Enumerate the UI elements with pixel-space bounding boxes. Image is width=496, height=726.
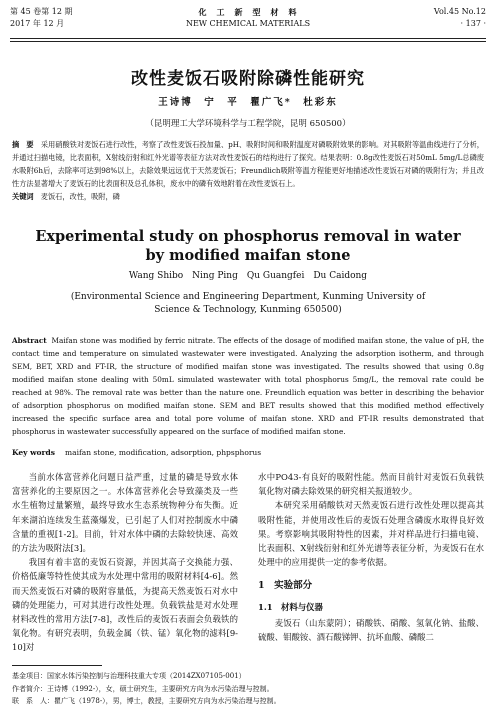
footnotes <box>12 670 484 708</box>
abstract-cn <box>12 138 484 203</box>
footnote-funding: 基金项目：国家水体污染控制与治理科技重大专项（2014ZX07105-001） <box>12 672 246 680</box>
keywords-cn-text: 麦饭石，改性，吸附，磷 <box>40 192 120 201</box>
article-title-en-line2: by modified maifan stone <box>145 247 351 264</box>
affiliation-en: (Environmental Science and Engineering Department, Kunming University of Science & Technology, Kunming 650500) <box>70 292 426 315</box>
journal-volume-en <box>434 6 486 30</box>
abstract-cn-label: 摘 要 <box>12 140 34 149</box>
keywords-cn-label: 关键词 <box>12 192 34 201</box>
abstract-en-label: Abstract <box>12 336 47 345</box>
keywords-en <box>12 448 484 457</box>
running-header <box>10 6 486 36</box>
page-number: · 137 · <box>460 19 486 28</box>
footnote-contact: 联 系 人：瞿广飞（1978-），男，博士，教授，主要研究方向为水污染治理与控制。 <box>12 697 281 705</box>
abstract-en <box>12 334 484 438</box>
body-paragraph: 我国有着丰富的麦饭石资源，并因其高子交换能力强、价格低廉等特性使其成为水处理中常用的吸附材料[4-6]。然而天然麦饭石对磷的吸附容量低，为提高天然麦饭石对水中磷的处理能力，可对其进行改性处理。负载铁盐是对水处理材料改性的常用方法[7-8]，改性后的麦饭石表面会负载铁的氧化物。有研究表明，负载金属（铁、锰）氧化物的滤料[9-10]对 <box>12 557 238 653</box>
abstract-cn-text: 采用硝酸铁对麦饭石进行改性，考察了改性麦饭石投加量、pH、吸附时间和吸附温度对磷吸附效果的影响。对其吸附等温曲线进行了分析，并通过扫描电镜，比表面积，X射线衍射和红外光谱等表征方法对改性麦饭石的结构进行了探究。结果表明：0.8g改性麦饭石对50mL 5mg/L总磷废水吸附6h后，去除率可达到98%以上，去除效果远远优于天然麦饭石；Freundlich吸附等温方程能更好地描述改性麦饭石对磷的吸附行为；并且改性方法显著增大了麦饭石的比表面积及总孔体积，废水中的磷有效地附着在改性麦饭石上。 <box>12 140 484 188</box>
subsection-heading: 1.1 材料与仪器 <box>258 601 323 612</box>
body-column-right <box>258 470 484 644</box>
article-title-en <box>0 227 496 265</box>
journal-name <box>10 6 486 30</box>
volume-issue-en: Vol.45 No.12 <box>433 7 486 16</box>
footnote-author-bio: 作者简介：王诗博（1992-），女，硕士研究生，主要研究方向为水污染治理与控制。 <box>12 684 274 693</box>
article-title-cn: 改性麦饭石吸附除磷性能研究 <box>131 69 365 89</box>
body-paragraph: 麦饭石（山东蒙阴）；硝酸铁、硝酸、氢氧化钠、盐酸、硫酸、钼酸铵、酒石酸锑钾、抗坏血酸、磷酸二 <box>258 617 484 643</box>
body-paragraph: 水中PO43-有良好的吸附性能。然而目前针对麦饭石负载铁氧化物对磷去除效果的研究相关报道较少。 <box>258 472 484 497</box>
abstract-en-text: Maifan stone was modified by ferric nitrate. The effects of the dosage of modified maifan stone, the value of pH, the contact time and temperature on simulated wastewater were investigated. Analyzing the adsorption isotherm, and through SEM, BET, XRD and FT-IR, the structure of modified maifan stone was investigated. The results showed that using 0.8g modified maifan stone dealing with 50mL simulated wastewater with total phosphorus 5mg/L, the removal rate could be reached at 98%. The removal rate was better than the nature one. Freundlich equation was better in describing the behavior of adsorption phosphorus on modified maifan stone. SEM and BET results showed that this modified method effectively increased the specific surface area and total pore volume of maifan stone. XRD and FT-IR results demonstrated that phosphorus in wastewater successfully appeared on the surface of modified maifan stone. <box>12 336 485 436</box>
journal-name-cn: 化 工 新 型 材 料 <box>198 7 298 17</box>
article-title-en-line1: Experimental study on phosphorus removal in water <box>35 228 461 245</box>
body-column-left <box>12 470 238 655</box>
section-heading: 1 实验部分 <box>258 580 313 592</box>
header-rule-thin <box>10 41 486 42</box>
affiliation-cn: （昆明理工大学环境科学与工程学院，昆明 650500） <box>145 119 351 129</box>
body-paragraph: 本研究采用硝酸铁对天然麦饭石进行改性处理以提高其吸附性能，并使用改性后的麦饭石处理含磷废水取得良好效果。考察影响其吸附特性的因素，并对样品进行扫描电镜、比表面积、X射线衍射和红外光谱等表征分析，为麦饭石在水处理中的应用提供一定的参考依据。 <box>258 500 484 568</box>
volume-issue-cn: 第 45 卷第 12 期 <box>10 7 73 16</box>
keywords-en-label: Key words <box>12 448 55 457</box>
journal-name-en: NEW CHEMICAL MATERIALS <box>185 19 311 28</box>
issue-date-cn: 2017 年 12 月 <box>10 19 65 28</box>
keywords-en-text: maifan stone, modification, adsorption, phpsphorus <box>64 448 262 457</box>
authors-en: Wang Shibo Ning Ping Qu Guangfei Du Caidong <box>128 271 368 281</box>
authors-cn: 王诗博 宁 平 瞿广飞* 杜彩东 <box>158 97 338 108</box>
header-rule <box>10 38 486 39</box>
footnote-rule <box>12 665 102 666</box>
body-paragraph: 当前水体富营养化问题日益严重，过量的磷是导致水体富营养化的主要原因之一。水体富营养化会导致藻类及一些水生植物过量繁殖，最终导致水生态系统物种分布失衡。近年来湖泊连续发生蓝藻爆发，已引起了人们对控制废水中磷含量的重视[1-2]。目前，针对水体中磷的去除较快速、高效的方法为吸附法[3]。 <box>12 472 238 554</box>
